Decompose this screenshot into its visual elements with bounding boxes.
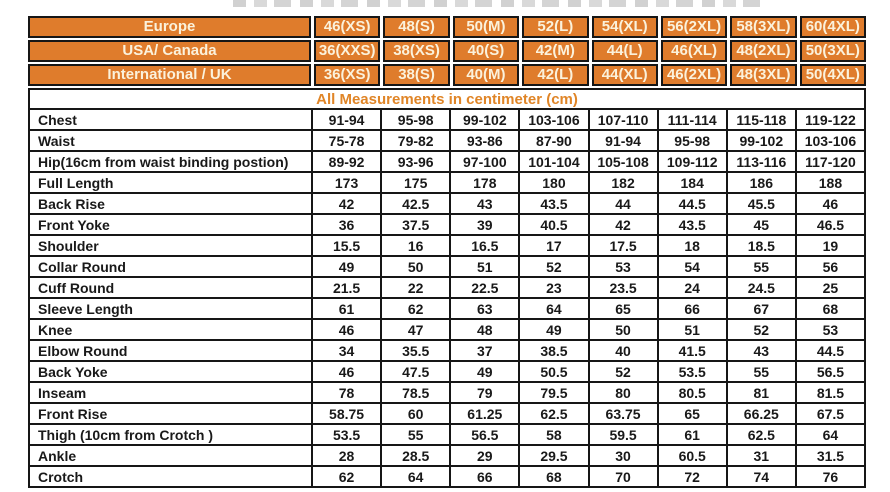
measurement-value: 109-112 bbox=[658, 151, 727, 172]
measurement-value: 18 bbox=[658, 235, 727, 256]
measurement-row bbox=[29, 340, 865, 361]
measurement-value: 62.5 bbox=[519, 403, 588, 424]
measurement-value: 68 bbox=[796, 298, 865, 319]
measurement-value: 54 bbox=[658, 256, 727, 277]
size-cell: 52(L) bbox=[522, 16, 588, 38]
measurement-value: 58 bbox=[519, 424, 588, 445]
measurement-value: 46 bbox=[312, 361, 381, 382]
size-cell: 48(2XL) bbox=[730, 40, 796, 62]
measurement-value: 99-102 bbox=[727, 130, 796, 151]
measurement-value: 16 bbox=[381, 235, 450, 256]
measurement-value: 66.25 bbox=[727, 403, 796, 424]
measurement-value: 75-78 bbox=[312, 130, 381, 151]
measurement-value: 95-98 bbox=[658, 130, 727, 151]
measurement-value: 62.5 bbox=[727, 424, 796, 445]
measurement-value: 180 bbox=[519, 172, 588, 193]
measurement-value: 56.5 bbox=[450, 424, 519, 445]
measurement-row bbox=[29, 151, 865, 172]
size-cell: 46(XL) bbox=[661, 40, 727, 62]
size-header-row bbox=[28, 40, 866, 62]
measurement-label: Ankle bbox=[29, 445, 312, 466]
measurement-value: 52 bbox=[589, 361, 658, 382]
measurement-value: 184 bbox=[658, 172, 727, 193]
measurement-row bbox=[29, 424, 865, 445]
size-cell: 44(L) bbox=[592, 40, 658, 62]
measurement-value: 72 bbox=[658, 466, 727, 487]
size-cell: 56(2XL) bbox=[661, 16, 727, 38]
measurement-value: 15.5 bbox=[312, 235, 381, 256]
measurement-label: Thigh (10cm from Crotch ) bbox=[29, 424, 312, 445]
measurement-value: 81.5 bbox=[796, 382, 865, 403]
measurement-value: 29 bbox=[450, 445, 519, 466]
measurement-value: 63 bbox=[450, 298, 519, 319]
measurement-value: 67.5 bbox=[796, 403, 865, 424]
measurement-value: 39 bbox=[450, 214, 519, 235]
measurement-label: Waist bbox=[29, 130, 312, 151]
measurement-value: 61 bbox=[658, 424, 727, 445]
measurement-value: 68 bbox=[519, 466, 588, 487]
measurement-value: 66 bbox=[450, 466, 519, 487]
measurement-row bbox=[29, 403, 865, 424]
measurement-label: Front Yoke bbox=[29, 214, 312, 235]
measurement-value: 46.5 bbox=[796, 214, 865, 235]
measurement-row bbox=[29, 298, 865, 319]
measurement-value: 44.5 bbox=[658, 193, 727, 214]
measurement-value: 24.5 bbox=[727, 277, 796, 298]
measurement-value: 23.5 bbox=[589, 277, 658, 298]
measurement-value: 74 bbox=[727, 466, 796, 487]
measurement-value: 53 bbox=[589, 256, 658, 277]
measurement-value: 56 bbox=[796, 256, 865, 277]
measurement-value: 41.5 bbox=[658, 340, 727, 361]
measurement-value: 81 bbox=[727, 382, 796, 403]
size-header-row bbox=[28, 16, 866, 38]
measurement-value: 79.5 bbox=[519, 382, 588, 403]
size-cell: 48(3XL) bbox=[730, 64, 796, 86]
measurement-label: Crotch bbox=[29, 466, 312, 487]
size-cell: 40(S) bbox=[453, 40, 519, 62]
measurement-row bbox=[29, 466, 865, 487]
measurement-value: 64 bbox=[381, 466, 450, 487]
measurement-value: 93-86 bbox=[450, 130, 519, 151]
size-region-label: Europe bbox=[28, 16, 311, 38]
measurement-value: 51 bbox=[658, 319, 727, 340]
measurement-value: 37 bbox=[450, 340, 519, 361]
measurement-value: 37.5 bbox=[381, 214, 450, 235]
measurement-label: Collar Round bbox=[29, 256, 312, 277]
measurement-value: 21.5 bbox=[312, 277, 381, 298]
measurement-value: 182 bbox=[589, 172, 658, 193]
measurement-value: 91-94 bbox=[589, 130, 658, 151]
measurement-value: 64 bbox=[519, 298, 588, 319]
measurement-label: Chest bbox=[29, 109, 312, 130]
measurement-value: 45.5 bbox=[727, 193, 796, 214]
measurement-value: 43 bbox=[450, 193, 519, 214]
measurement-value: 43.5 bbox=[658, 214, 727, 235]
measurement-value: 44.5 bbox=[796, 340, 865, 361]
measurement-label: Front Rise bbox=[29, 403, 312, 424]
size-cell: 38(S) bbox=[383, 64, 449, 86]
measurement-value: 105-108 bbox=[589, 151, 658, 172]
measurement-row bbox=[29, 193, 865, 214]
cropped-title-remnant bbox=[233, 0, 761, 7]
measurement-value: 55 bbox=[381, 424, 450, 445]
measurement-value: 61 bbox=[312, 298, 381, 319]
measurement-value: 19 bbox=[796, 235, 865, 256]
size-cell: 58(3XL) bbox=[730, 16, 796, 38]
unit-note-row bbox=[29, 89, 865, 109]
measurement-value: 31.5 bbox=[796, 445, 865, 466]
measurement-value: 48 bbox=[450, 319, 519, 340]
measurement-value: 79-82 bbox=[381, 130, 450, 151]
measurement-label: Hip(16cm from waist binding postion) bbox=[29, 151, 312, 172]
measurement-value: 16.5 bbox=[450, 235, 519, 256]
measurement-value: 65 bbox=[589, 298, 658, 319]
measurement-value: 34 bbox=[312, 340, 381, 361]
measurement-value: 47 bbox=[381, 319, 450, 340]
measurement-row bbox=[29, 256, 865, 277]
measurement-value: 59.5 bbox=[589, 424, 658, 445]
measurement-value: 173 bbox=[312, 172, 381, 193]
measurements-unit-note: All Measurements in centimeter (cm) bbox=[29, 89, 865, 109]
measurement-value: 22 bbox=[381, 277, 450, 298]
measurement-row bbox=[29, 130, 865, 151]
size-cell: 40(M) bbox=[453, 64, 519, 86]
measurement-value: 113-116 bbox=[727, 151, 796, 172]
measurement-label: Back Yoke bbox=[29, 361, 312, 382]
measurement-value: 43 bbox=[727, 340, 796, 361]
measurement-value: 17.5 bbox=[589, 235, 658, 256]
measurement-value: 99-102 bbox=[450, 109, 519, 130]
measurement-value: 80 bbox=[589, 382, 658, 403]
measurement-value: 87-90 bbox=[519, 130, 588, 151]
measurement-value: 103-106 bbox=[519, 109, 588, 130]
measurement-value: 28.5 bbox=[381, 445, 450, 466]
measurement-value: 64 bbox=[796, 424, 865, 445]
size-cell: 48(S) bbox=[383, 16, 449, 38]
measurement-value: 50 bbox=[589, 319, 658, 340]
measurement-label: Back Rise bbox=[29, 193, 312, 214]
size-cell: 50(3XL) bbox=[800, 40, 866, 62]
measurement-value: 49 bbox=[519, 319, 588, 340]
measurement-label: Elbow Round bbox=[29, 340, 312, 361]
measurement-value: 60 bbox=[381, 403, 450, 424]
measurement-value: 188 bbox=[796, 172, 865, 193]
measurement-value: 50.5 bbox=[519, 361, 588, 382]
measurement-value: 115-118 bbox=[727, 109, 796, 130]
measurement-value: 58.75 bbox=[312, 403, 381, 424]
measurement-value: 38.5 bbox=[519, 340, 588, 361]
measurement-value: 175 bbox=[381, 172, 450, 193]
measurement-value: 70 bbox=[589, 466, 658, 487]
measurement-value: 45 bbox=[727, 214, 796, 235]
measurement-value: 67 bbox=[727, 298, 796, 319]
measurement-value: 35.5 bbox=[381, 340, 450, 361]
size-cell: 42(L) bbox=[522, 64, 588, 86]
size-cell: 38(XS) bbox=[383, 40, 449, 62]
measurement-value: 28 bbox=[312, 445, 381, 466]
measurement-value: 62 bbox=[312, 466, 381, 487]
measurement-row bbox=[29, 361, 865, 382]
measurement-value: 40.5 bbox=[519, 214, 588, 235]
measurement-value: 178 bbox=[450, 172, 519, 193]
size-cell: 36(XS) bbox=[314, 64, 380, 86]
measurements-table bbox=[28, 88, 866, 488]
measurement-label: Shoulder bbox=[29, 235, 312, 256]
measurement-value: 25 bbox=[796, 277, 865, 298]
measurement-value: 30 bbox=[589, 445, 658, 466]
measurement-value: 31 bbox=[727, 445, 796, 466]
size-region-label: International / UK bbox=[28, 64, 311, 86]
measurement-value: 17 bbox=[519, 235, 588, 256]
measurement-value: 89-92 bbox=[312, 151, 381, 172]
size-cell: 36(XXS) bbox=[314, 40, 380, 62]
measurement-value: 76 bbox=[796, 466, 865, 487]
measurement-value: 47.5 bbox=[381, 361, 450, 382]
size-header bbox=[28, 16, 866, 86]
measurement-value: 55 bbox=[727, 361, 796, 382]
size-cell: 42(M) bbox=[522, 40, 588, 62]
size-cell: 44(XL) bbox=[592, 64, 658, 86]
measurement-value: 65 bbox=[658, 403, 727, 424]
size-cell: 54(XL) bbox=[592, 16, 658, 38]
measurement-value: 44 bbox=[589, 193, 658, 214]
measurement-value: 18.5 bbox=[727, 235, 796, 256]
measurement-value: 79 bbox=[450, 382, 519, 403]
measurement-value: 78 bbox=[312, 382, 381, 403]
size-cell: 46(XS) bbox=[314, 16, 380, 38]
size-cell: 50(4XL) bbox=[800, 64, 866, 86]
size-cell: 50(M) bbox=[453, 16, 519, 38]
measurement-value: 40 bbox=[589, 340, 658, 361]
measurement-value: 186 bbox=[727, 172, 796, 193]
measurement-value: 60.5 bbox=[658, 445, 727, 466]
measurement-label: Full Length bbox=[29, 172, 312, 193]
measurement-value: 101-104 bbox=[519, 151, 588, 172]
measurement-label: Sleeve Length bbox=[29, 298, 312, 319]
measurement-row bbox=[29, 319, 865, 340]
measurement-value: 97-100 bbox=[450, 151, 519, 172]
measurement-row bbox=[29, 382, 865, 403]
measurement-value: 61.25 bbox=[450, 403, 519, 424]
size-chart bbox=[28, 16, 866, 488]
measurement-value: 42 bbox=[589, 214, 658, 235]
measurement-value: 62 bbox=[381, 298, 450, 319]
measurement-value: 55 bbox=[727, 256, 796, 277]
measurement-value: 91-94 bbox=[312, 109, 381, 130]
measurement-value: 51 bbox=[450, 256, 519, 277]
measurement-value: 29.5 bbox=[519, 445, 588, 466]
measurement-value: 93-96 bbox=[381, 151, 450, 172]
measurement-row bbox=[29, 214, 865, 235]
measurement-value: 49 bbox=[312, 256, 381, 277]
measurement-row bbox=[29, 235, 865, 256]
measurement-value: 52 bbox=[727, 319, 796, 340]
measurement-value: 42 bbox=[312, 193, 381, 214]
measurement-value: 107-110 bbox=[589, 109, 658, 130]
measurement-value: 66 bbox=[658, 298, 727, 319]
measurement-value: 103-106 bbox=[796, 130, 865, 151]
measurement-row bbox=[29, 445, 865, 466]
measurement-value: 43.5 bbox=[519, 193, 588, 214]
measurement-value: 117-120 bbox=[796, 151, 865, 172]
measurement-value: 46 bbox=[312, 319, 381, 340]
measurement-value: 42.5 bbox=[381, 193, 450, 214]
measurement-value: 49 bbox=[450, 361, 519, 382]
measurement-value: 63.75 bbox=[589, 403, 658, 424]
measurement-value: 52 bbox=[519, 256, 588, 277]
size-header-row bbox=[28, 64, 866, 86]
measurement-value: 24 bbox=[658, 277, 727, 298]
measurement-row bbox=[29, 277, 865, 298]
measurement-label: Inseam bbox=[29, 382, 312, 403]
measurement-value: 111-114 bbox=[658, 109, 727, 130]
measurement-value: 50 bbox=[381, 256, 450, 277]
measurement-value: 56.5 bbox=[796, 361, 865, 382]
measurement-label: Cuff Round bbox=[29, 277, 312, 298]
measurement-value: 46 bbox=[796, 193, 865, 214]
measurement-value: 119-122 bbox=[796, 109, 865, 130]
measurement-label: Knee bbox=[29, 319, 312, 340]
measurement-value: 80.5 bbox=[658, 382, 727, 403]
measurement-value: 53.5 bbox=[312, 424, 381, 445]
size-region-label: USA/ Canada bbox=[28, 40, 311, 62]
size-cell: 60(4XL) bbox=[800, 16, 866, 38]
measurement-value: 36 bbox=[312, 214, 381, 235]
measurement-value: 53 bbox=[796, 319, 865, 340]
measurement-value: 22.5 bbox=[450, 277, 519, 298]
measurement-row bbox=[29, 109, 865, 130]
measurement-value: 95-98 bbox=[381, 109, 450, 130]
measurement-value: 53.5 bbox=[658, 361, 727, 382]
measurement-value: 23 bbox=[519, 277, 588, 298]
measurement-value: 78.5 bbox=[381, 382, 450, 403]
size-cell: 46(2XL) bbox=[661, 64, 727, 86]
measurement-row bbox=[29, 172, 865, 193]
